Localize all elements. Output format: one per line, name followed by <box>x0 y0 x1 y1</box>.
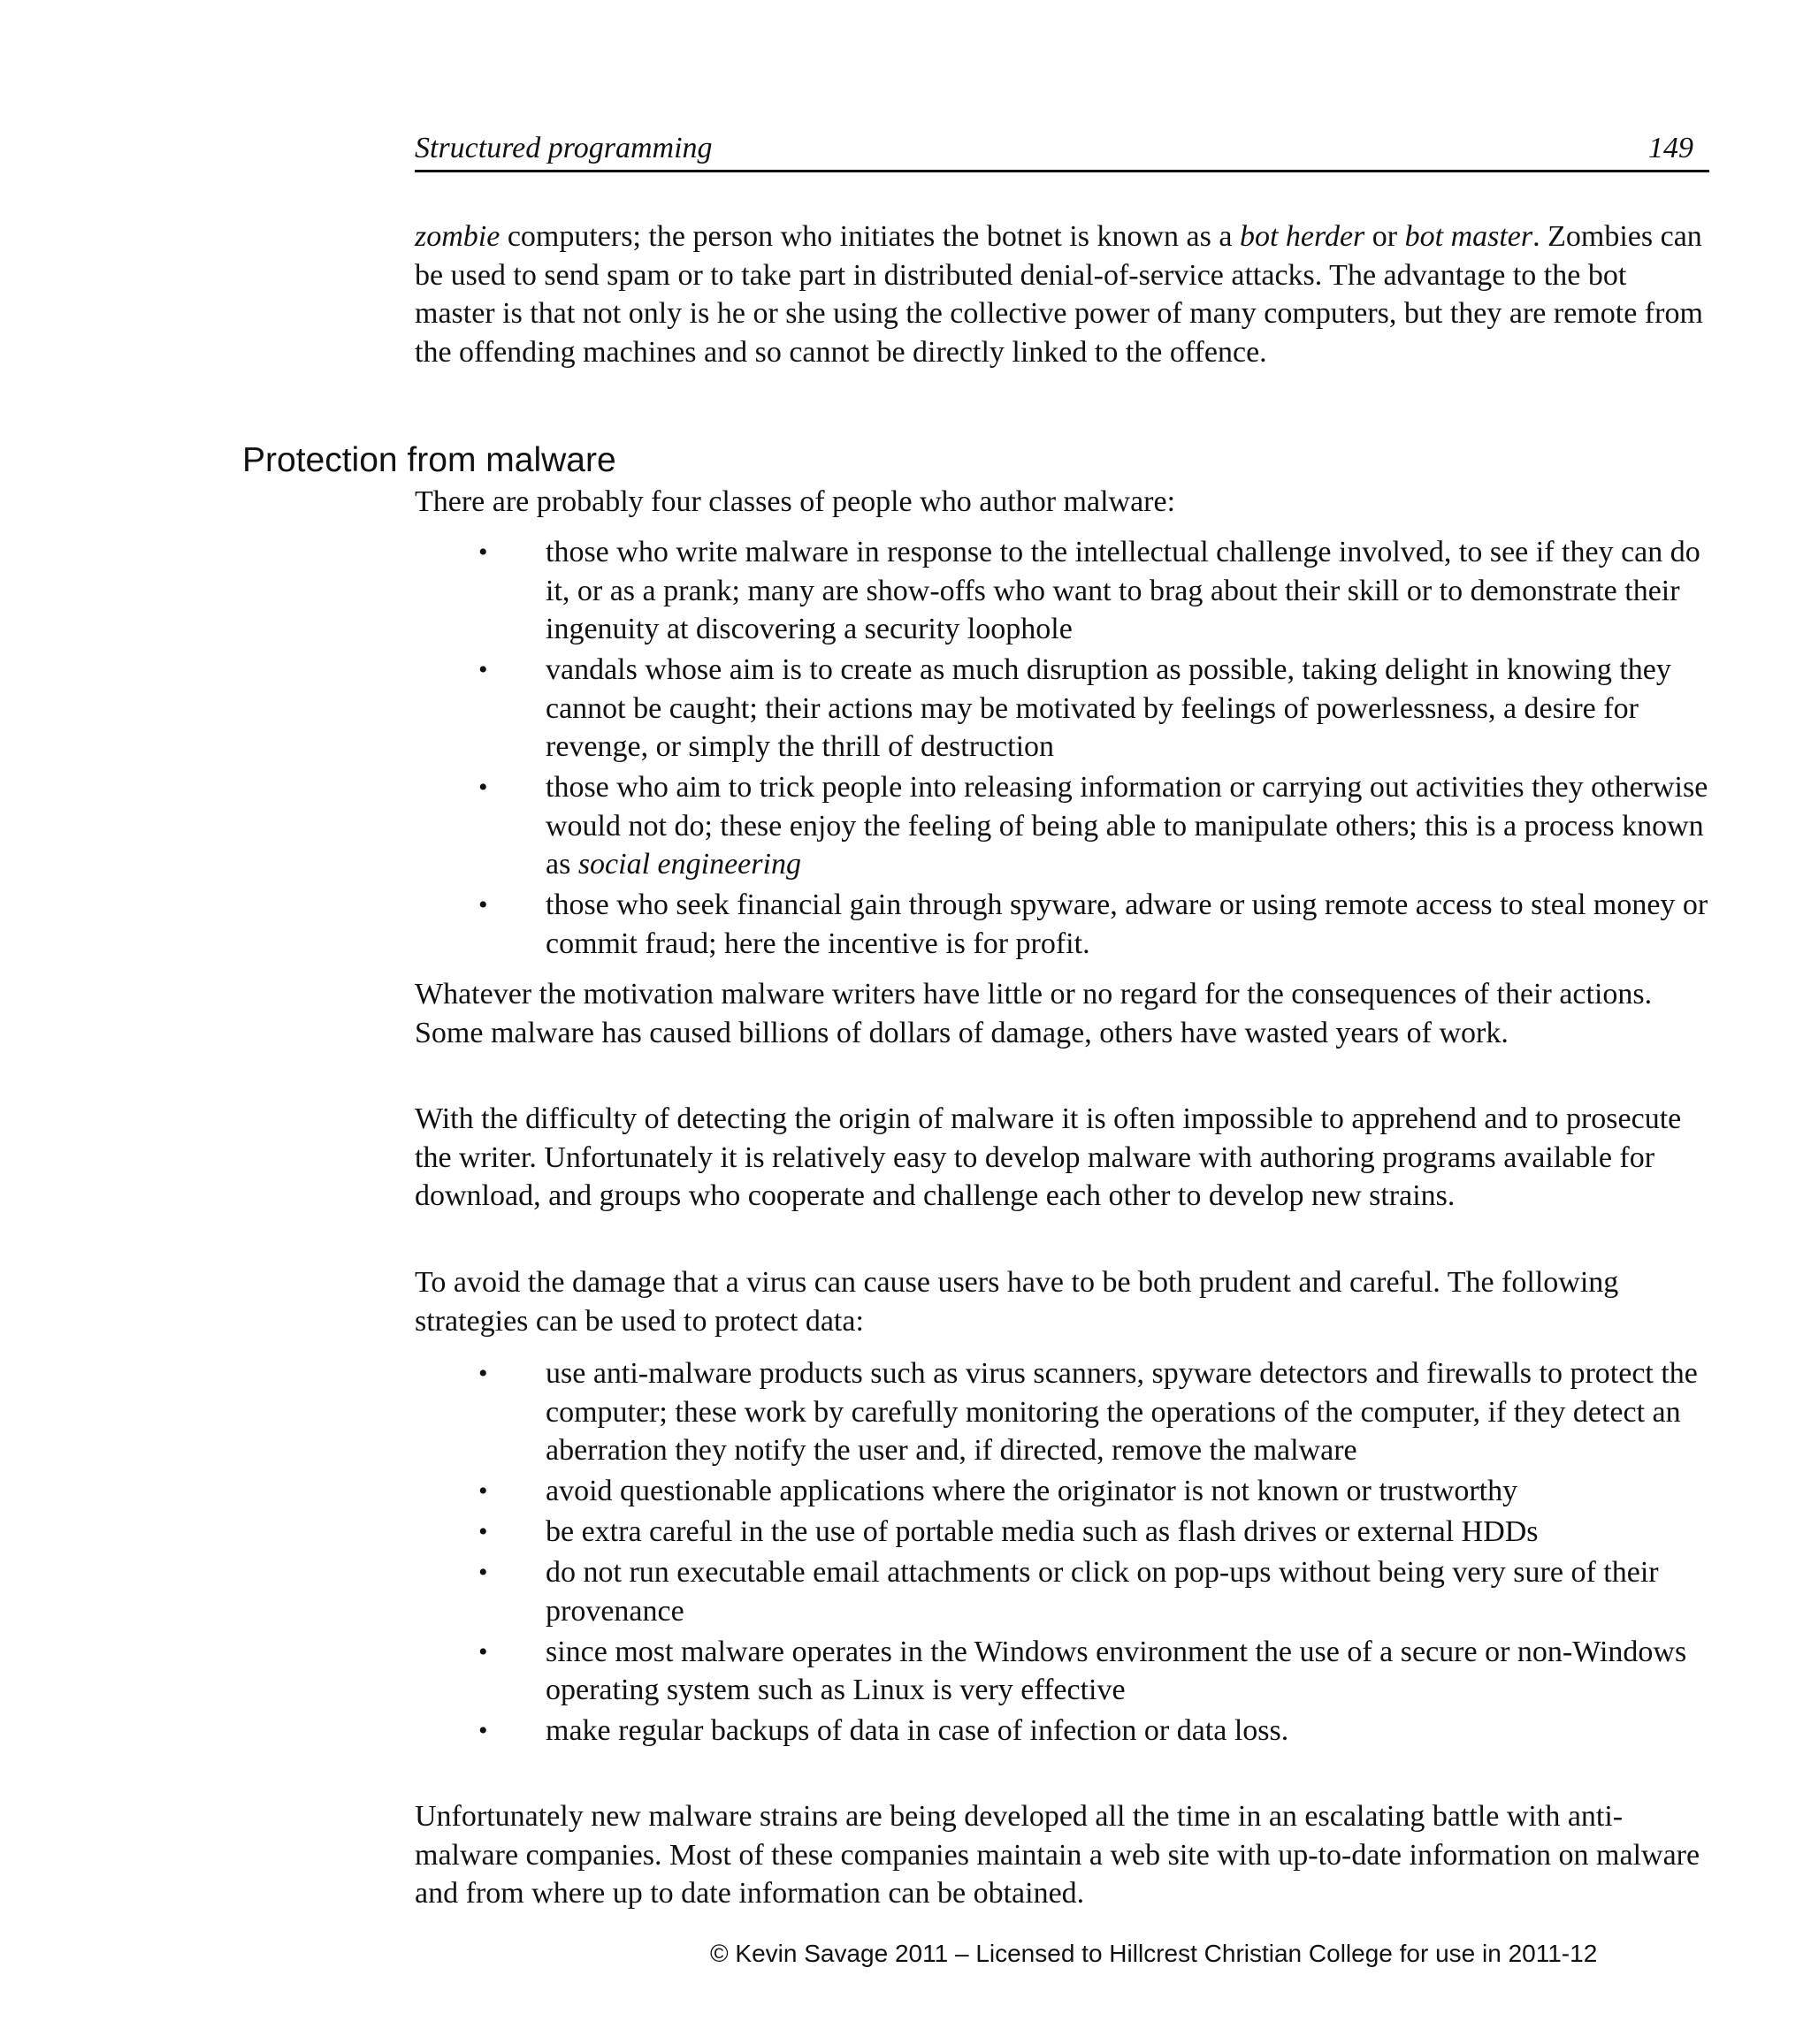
list-item-text: avoid questionable applications where the originator is not known or trustworthy <box>546 1475 1518 1507</box>
list-item-text: vandals whose aim is to create as much disruption as possible, taking delight in knowing they cannot be caught; their actions may be motivated by feelings of powerlessness, a desire for revenge, or simply the thrill of destruction <box>546 653 1671 763</box>
list-item-text: those who seek financial gain through spyware, adware or using remote access to steal money or commit fraud; here the incentive is for profit. <box>546 889 1708 960</box>
running-header <box>415 127 1709 172</box>
list-item-text: since most malware operates in the Windows environment the use of a secure or non-Windows operating system such as Linux is very effective <box>546 1635 1687 1706</box>
bullet-icon: • <box>478 538 488 567</box>
list-item <box>415 886 1709 963</box>
list-item <box>415 1712 1709 1750</box>
term-zombie: zombie <box>415 220 501 253</box>
list-item <box>415 651 1709 766</box>
section-heading: Protection from malware <box>242 441 616 479</box>
copyright-footer: © Kevin Savage 2011 – Licensed to Hillcrest Christian College for use in 2011-12 <box>710 1940 1598 1967</box>
bullet-icon: • <box>478 1716 488 1745</box>
bullet-icon: • <box>478 773 488 802</box>
bullet-icon: • <box>478 655 488 684</box>
header-page-number: 149 <box>1648 132 1693 164</box>
list-item-text: use anti-malware products such as virus scanners, spyware detectors and firewalls to protect the computer; these work by carefully monitoring the operations of the computer, if they detect an aberration they notify the user and, if directed, remove the malware <box>546 1357 1698 1467</box>
intro-text-3: . Zombies can be used to send spam or to take part in distributed denial-of-service attacks. The advantage to the bot master is that not only is he or she using the collective power of many computers, but they are remote from the offending machines and so cannot be directly linked to the offence. <box>415 220 1703 369</box>
bullet-icon: • <box>478 1517 488 1546</box>
list-item-text: make regular backups of data in case of infection or data loss. <box>546 1714 1289 1747</box>
list-item <box>415 1354 1709 1470</box>
bullet-icon: • <box>478 1636 488 1666</box>
strategies-list <box>415 1354 1709 1752</box>
list-item <box>415 533 1709 649</box>
list-item <box>415 1553 1709 1630</box>
intro-text-2: or <box>1364 220 1405 253</box>
term-bot-herder: bot herder <box>1239 220 1365 253</box>
conclusion-paragraph: Unfortunately new malware strains are being developed all the time in an escalating battle with anti-malware companies. Most of these companies maintain a web site with up-to-date information on malware and from where up to date information can be obtained. <box>415 1800 1700 1910</box>
intro-text-1: computers; the person who initiates the botnet is known as a <box>500 220 1240 253</box>
bullet-icon: • <box>478 1558 488 1587</box>
authors-intro-paragraph: There are probably four classes of people who author malware: <box>415 485 1176 518</box>
strategies-intro-paragraph: To avoid the damage that a virus can cause users have to be both prudent and careful. The following strategies can be used to protect data: <box>415 1266 1619 1338</box>
list-item-text: those who aim to trick people into releasing information or carrying out activities they otherwise would not do; these enjoy the feeling of being able to manipulate others; this is a process known as <box>546 771 1708 881</box>
list-item-text: do not run executable email attachments or click on pop-ups without being very sure of their provenance <box>546 1556 1659 1628</box>
term-social-engineering: social engineering <box>577 848 801 881</box>
bullet-icon: • <box>478 890 488 919</box>
term-bot-master: bot master <box>1404 220 1533 253</box>
list-item-text: be extra careful in the use of portable media such as flash drives or external HDDs <box>546 1515 1539 1548</box>
list-item <box>415 1633 1709 1710</box>
header-chapter-title: Structured programming <box>415 132 713 164</box>
bullet-icon: • <box>478 1476 488 1506</box>
list-item <box>415 1513 1709 1552</box>
bullet-icon: • <box>478 1359 488 1388</box>
author-classes-list <box>415 533 1709 965</box>
list-item <box>415 1472 1709 1511</box>
list-item-text: those who write malware in response to the intellectual challenge involved, to see if they can do it, or as a prank; many are show-offs who want to brag about their skill or to demonstrate their ingenuity at discovering a security loophole <box>546 536 1700 645</box>
motivation-paragraph: Whatever the motivation malware writers have little or no regard for the consequences of their actions. Some malware has caused billions of dollars of damage, others have wasted years of work. <box>415 978 1653 1049</box>
list-item <box>415 768 1709 884</box>
intro-paragraph <box>415 217 1706 371</box>
difficulty-paragraph: With the difficulty of detecting the origin of malware it is often impossible to apprehend and to prosecute the writer. Unfortunately it is relatively easy to develop malware with authoring programs available for download, and groups who cooperate and challenge each other to develop new strains. <box>415 1102 1682 1212</box>
